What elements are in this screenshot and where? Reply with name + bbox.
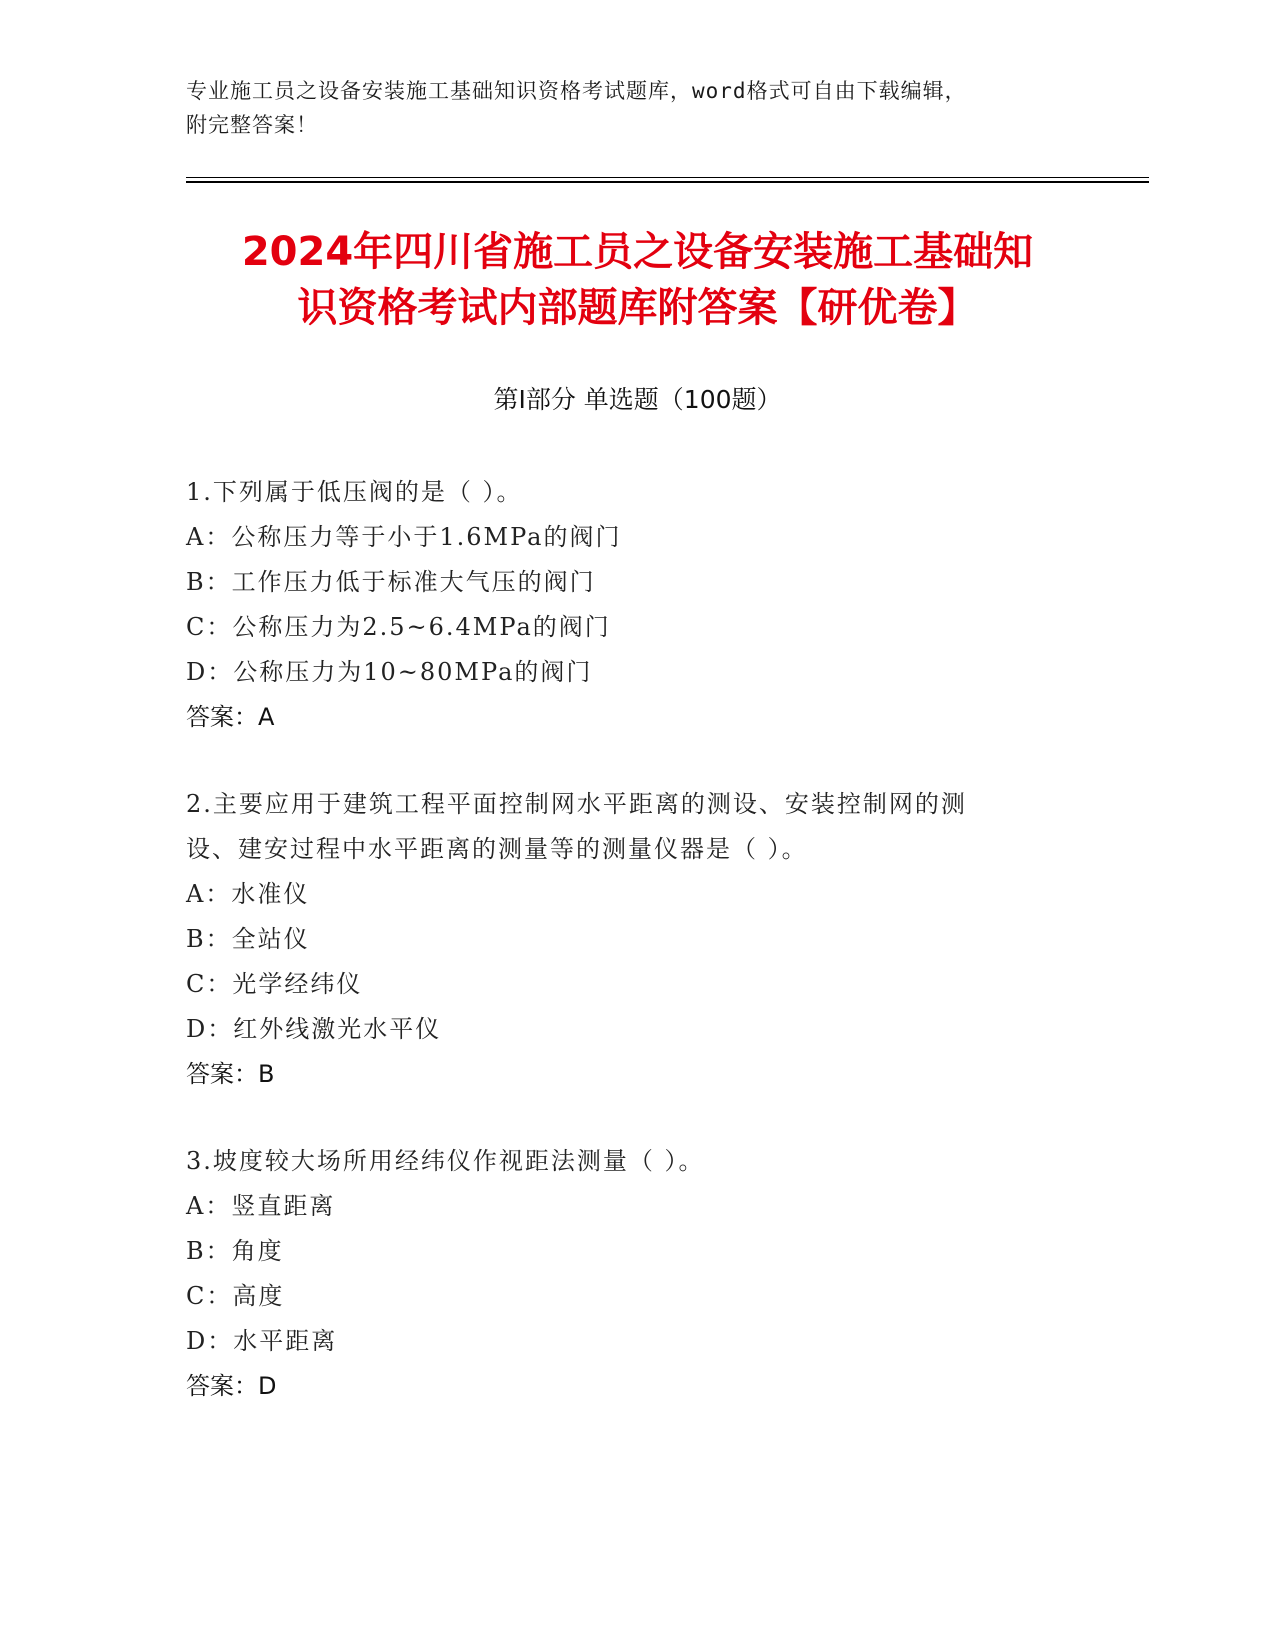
document-title-line-2: 识资格考试内部题库附答案【研优卷】 <box>297 285 978 331</box>
header-note-line-1: 专业施工员之设备安装施工基础知识资格考试题库，word格式可自由下载编辑， <box>186 79 967 103</box>
option-c: C：高度 <box>186 1282 285 1310</box>
header-divider-thin <box>186 177 1149 178</box>
question-2 <box>186 782 1076 1097</box>
answer-text: 答案：B <box>186 1060 275 1088</box>
option-c: C：光学经纬仪 <box>186 970 363 998</box>
header-note-line-2: 附完整答案！ <box>186 113 318 137</box>
option-a: A：水准仪 <box>186 880 310 908</box>
option-b: B：角度 <box>186 1237 284 1265</box>
document-title <box>186 224 1089 336</box>
question-list <box>186 470 1076 1451</box>
header-divider-thick <box>186 181 1149 183</box>
option-a: A：公称压力等于小于1.6MPa的阀门 <box>186 523 622 551</box>
option-c: C：公称压力为2.5~6.4MPa的阀门 <box>186 613 611 641</box>
answer-text: 答案：D <box>186 1372 277 1400</box>
question-stem-line-2: 设、建安过程中水平距离的测量等的测量仪器是（ ）。 <box>186 835 808 863</box>
option-a: A：竖直距离 <box>186 1192 336 1220</box>
document-title-line-1: 2024年四川省施工员之设备安装施工基础知 <box>241 229 1034 275</box>
question-stem-line-1: 2.主要应用于建筑工程平面控制网水平距离的测设、安装控制网的测 <box>186 790 967 818</box>
answer-text: 答案：A <box>186 703 275 731</box>
question-3 <box>186 1139 1076 1409</box>
question-stem: 1.下列属于低压阀的是（ ）。 <box>186 478 523 506</box>
section-heading: 第Ⅰ部分 单选题（100题） <box>493 385 782 414</box>
question-stem: 3.坡度较大场所用经纬仪作视距法测量（ ）。 <box>186 1147 705 1175</box>
option-d: D：红外线激光水平仪 <box>186 1015 442 1043</box>
header-note <box>186 74 1086 142</box>
option-b: B：工作压力低于标准大气压的阀门 <box>186 568 596 596</box>
option-d: D：公称压力为10~80MPa的阀门 <box>186 658 593 686</box>
question-1 <box>186 470 1076 740</box>
option-b: B：全站仪 <box>186 925 310 953</box>
option-d: D：水平距离 <box>186 1327 338 1355</box>
